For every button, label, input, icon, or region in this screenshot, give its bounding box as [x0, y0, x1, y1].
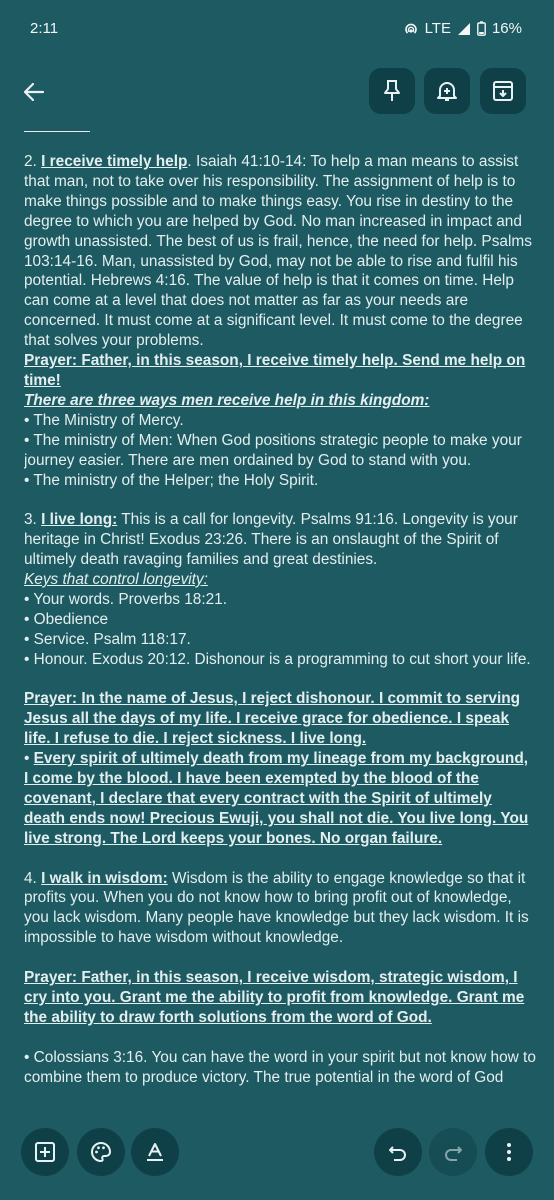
archive-button[interactable]: [480, 68, 526, 114]
list-item: • Your words. Proverbs 18:21.: [24, 590, 228, 608]
pin-icon: [382, 79, 402, 103]
battery-icon: [477, 21, 486, 36]
arrow-left-icon: [23, 82, 45, 102]
network-type: LTE: [424, 20, 451, 37]
add-button[interactable]: [21, 1128, 69, 1176]
list-item: • The ministry of Men: When God positions strategic people to make your journey easier. There are men ordained by God to stand with you.: [24, 431, 522, 469]
status-bar: [0, 0, 554, 58]
more-vert-icon: [506, 1141, 512, 1163]
list-item: • The ministry of the Helper; the Holy Spirit.: [24, 471, 319, 489]
note-toolbar: [0, 62, 554, 122]
keys-title: Keys that control longevity:: [24, 571, 208, 589]
battery-level: 16%: [491, 20, 522, 37]
redo-button[interactable]: [429, 1128, 477, 1176]
palette-button[interactable]: [77, 1128, 125, 1176]
prayer-live-long: Prayer: In the name of Jesus, I reject dishonour. I commit to serving Jesus all the days of my life. I receive grace for obedience. I speak life. I refuse to die. I reject sickness. I live long.: [24, 690, 521, 748]
list-item: • The Ministry of Mercy.: [24, 411, 184, 429]
bell-plus-icon: [436, 79, 458, 103]
add-box-icon: [34, 1141, 56, 1163]
heading-live-long: I live long:: [41, 511, 118, 529]
undo-icon: [387, 1141, 409, 1163]
redo-icon: [442, 1141, 464, 1163]
section-live-long: 3. I live long: This is a call for longevity. Psalms 91:16. Longevity is your heritage in Christ! Exodus 23:26. There is an onslaught of the Spirit of ultimely death ravaging families and great destinies.: [24, 511, 518, 569]
hotspot-icon: [403, 21, 419, 37]
text-format-button[interactable]: [131, 1128, 179, 1176]
list-item: • Colossians 3:16. You can have the word in your spirit but not know how to combine them to produce victory. The true potential in the word of God: [24, 1048, 536, 1086]
divider-line: [24, 131, 90, 132]
section-timely-help: 2. I receive timely help. Isaiah 41:10-14: To help a man means to assist that man, not to take over his responsibility. The assignment of help is to make things possible and to make things easy. You rise in destiny to the degree to which you are helped by God. No man increased in impact and growth unassisted. The best of us is frail, hence, the need for help. Psalms 103:14-16. Man, unassisted by God, may not be able to rise and fulfil his potential. Hebrews 4:16. The value of help is that it comes on time. Help can come at a level that does not matter as far as your needs are concerned. It must come at a significant level. It must come to the degree that solves your problems.: [24, 153, 532, 350]
note-body[interactable]: [24, 122, 536, 1097]
section-wisdom: 4. I walk in wisdom: Wisdom is the ability to engage knowledge so that it profits you. When you do not know how to bring profit out of knowledge, you lack wisdom. Many people have knowledge but they lack wisdom. It is impossible to have wisdom without knowledge.: [24, 869, 529, 947]
undo-button[interactable]: [374, 1128, 422, 1176]
archive-icon: [492, 80, 514, 102]
bottom-toolbar: [0, 1108, 554, 1200]
ways-title: There are three ways men receive help in this kingdom:: [24, 391, 430, 409]
prayer-live-long-2: • Every spirit of ultimely death from my lineage from my background, I come by the blood. I have been exempted by the blood of the covenant, I declare that every contract with the Spirit of ultimely death ends now! Precious Ewuji, you shall not die. You live long. You live strong. The Lord keeps your bones. No organ failure.: [24, 750, 529, 847]
list-item: • Honour. Exodus 20:12. Dishonour is a programming to cut short your life.: [24, 650, 531, 668]
text-format-icon: [144, 1141, 166, 1163]
list-item: • Obedience: [24, 610, 109, 628]
reminder-button[interactable]: [424, 68, 470, 114]
heading-wisdom: I walk in wisdom:: [41, 869, 168, 887]
back-button[interactable]: [18, 72, 50, 112]
palette-icon: [90, 1141, 112, 1163]
prayer-timely-help: Prayer: Father, in this season, I receive timely help. Send me help on time!: [24, 352, 526, 389]
prayer-wisdom: Prayer: Father, in this season, I receive wisdom, strategic wisdom, I cry into you. Grant me the ability to profit from knowledge. Grant me the ability to draw forth solutions from the word of God.: [24, 969, 525, 1026]
more-options-button[interactable]: [485, 1128, 533, 1176]
list-item: • Service. Psalm 118:17.: [24, 630, 191, 648]
heading-timely-help: I receive timely help: [41, 153, 188, 170]
signal-icon: [457, 22, 471, 36]
status-icons: [403, 20, 522, 37]
status-time: 2:11: [30, 20, 59, 37]
pin-button[interactable]: [369, 68, 415, 114]
